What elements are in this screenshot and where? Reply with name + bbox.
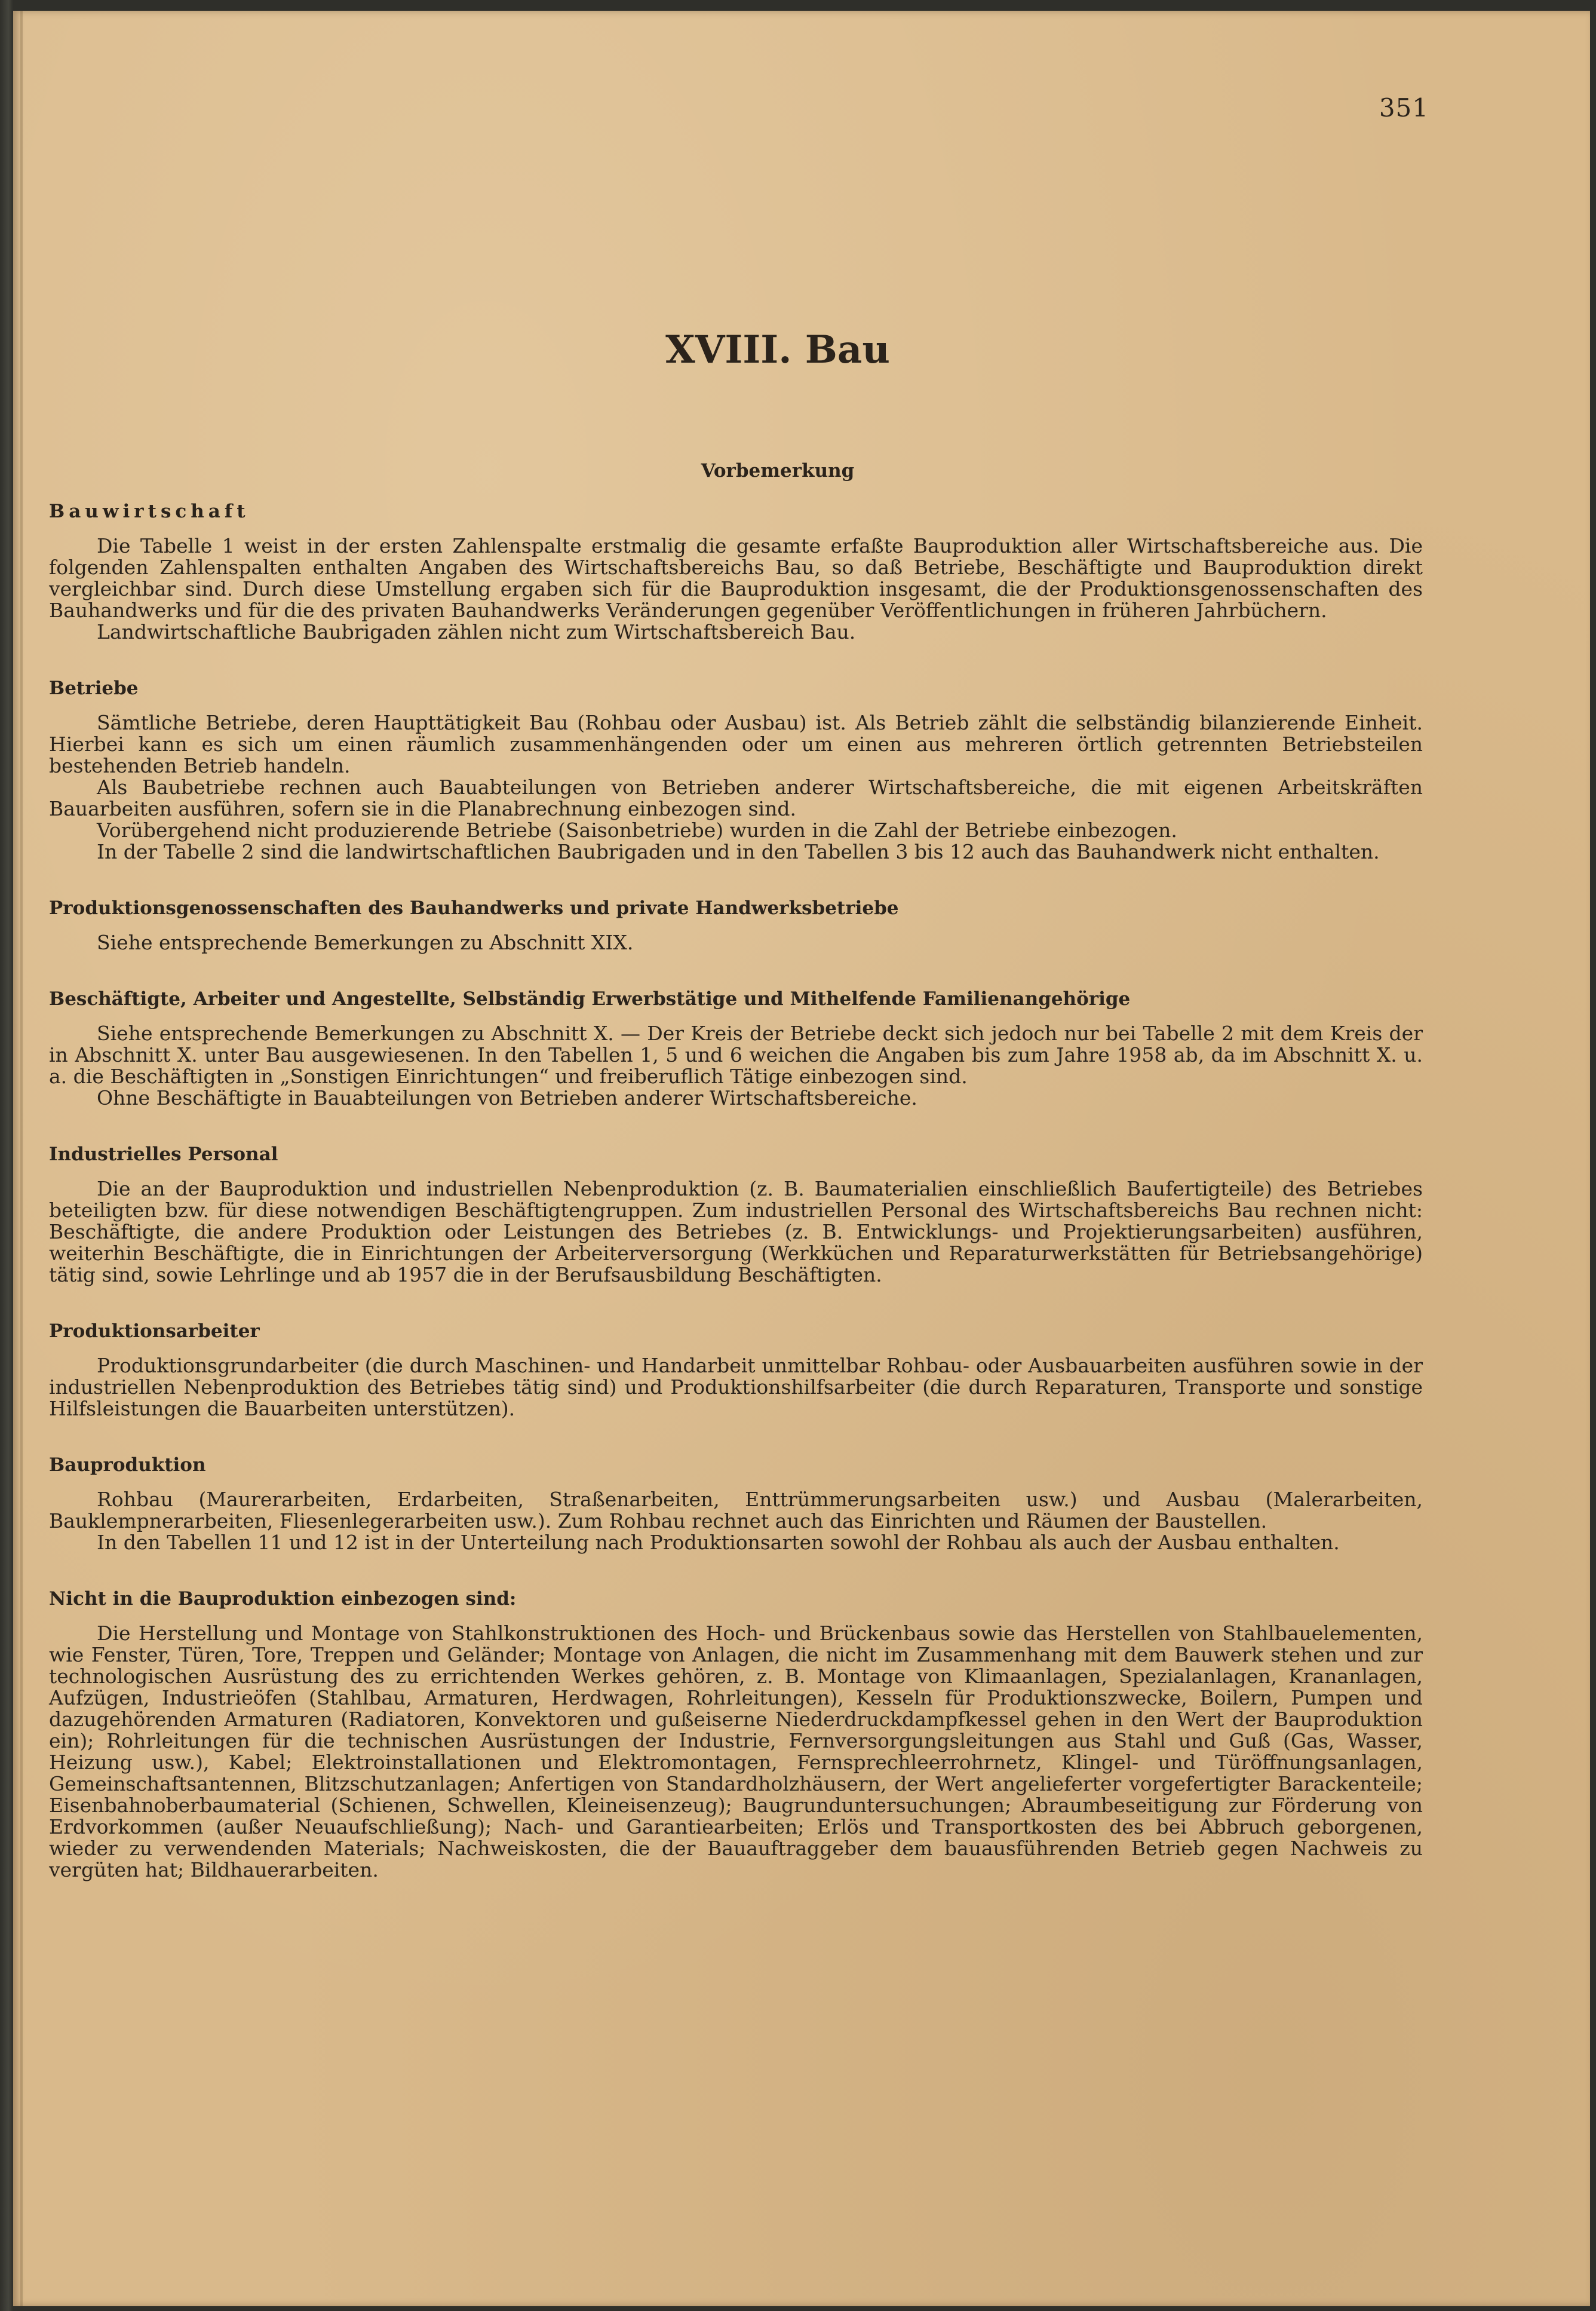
paragraph: In der Tabelle 2 sind die landwirtschaftlichen Baubrigaden und in den Tabellen 3 bis 12 auch das Bauhandwerk nicht enthalten. xyxy=(97,840,1380,863)
paragraph: Ohne Beschäftigte in Bauabteilungen von Betrieben anderer Wirtschaftsbereiche. xyxy=(97,1086,917,1109)
paragraph: Rohbau (Maurerarbeiten, Erdarbeiten, Straßenarbeiten, Enttrümmerungsarbeiten usw.) und Ausbau (Malerarbeiten, Bauklempnerarbeiten, Fliesenlegerarbeiten usw.). Zum Rohbau rechnet auch das Einrichten und Räumen der Baustellen. xyxy=(49,1488,1423,1533)
section-heading: Produktionsarbeiter xyxy=(49,1320,260,1342)
paragraph: Landwirtschaftliche Baubrigaden zählen nicht zum Wirtschaftsbereich Bau. xyxy=(97,620,856,643)
paragraph: Als Baubetriebe rechnen auch Bauabteilungen von Betrieben anderer Wirtschaftsbereiche, die mit eigenen Arbeitskräften Bauarbeiten ausführen, sofern sie in die Planabrechnung einbezogen sind. xyxy=(49,776,1423,820)
paragraph: Die Herstellung und Montage von Stahlkonstruktionen des Hoch- und Brückenbaus sowie das Herstellen von Stahlbauelementen, wie Fenster, Türen, Tore, Treppen und Geländer; Montage von Anlagen, die nicht im Zusammenhang mit dem Bauwerk stehen und zur technologischen Ausrüstung des zu errichtenden Werkes gehören, z. B. Montage von Klimaanlagen, Spezialanlagen, Krananlagen, Aufzügen, Industrieöfen (Stahlbau, Armaturen, Herdwagen, Rohrleitungen), Kesseln für Produktionszwecke, Boilern, Pumpen und dazugehörenden Armaturen (Radiatoren, Konvektoren und gußeiserne Niederdruckdampfkessel gehen in den Wert der Bauproduktion ein); Rohrleitungen für die technischen Ausrüstungen der Industrie, Fernversorgungsleitungen aus Stahl und Guß (Gas, Wasser, Heizung usw.), Kabel; Elektroinstallationen und Elektromontagen, Fernsprechleerrohrnetz, Klingel- und Türöffnungsanlagen, Gemeinschaftsantennen, Blitzschutzanlagen; Anfertigen von Standardholzhäusern, der Wert angelieferter vorgefertigter Barackenteile; Eisenbahnoberbaumaterial (Schienen, Schwellen, Kleineisenzeug); Baugrunduntersuchungen; Abraumbeseitigung zur Förderung von Erdvorkommen (außer Neuaufschließung); Nach- und Garantiearbeiten; Erlös und Transportkosten des bei Abbruch geborgenen, wieder zu verwendenden Materials; Nachweiskosten, die der Bauauftraggeber dem bauausführenden Betrieb gegen Nachweis zu vergüten hat; Bildhauerarbeiten. xyxy=(49,1622,1423,1881)
section-bauwirtschaft xyxy=(49,501,1423,643)
section-heading: Betriebe xyxy=(49,678,139,699)
section-beschaeftigte xyxy=(49,988,1423,1109)
document-page xyxy=(13,11,1590,2306)
section-heading: Beschäftigte, Arbeiter und Angestellte, Selbständig Erwerbstätige und Mithelfende Familienangehörige xyxy=(49,988,1131,1010)
paragraph: In den Tabellen 11 und 12 ist in der Unterteilung nach Produktionsarten sowohl der Rohbau als auch der Ausbau enthalten. xyxy=(97,1531,1340,1554)
paragraph: Vorübergehend nicht produzierende Betriebe (Saisonbetriebe) wurden in die Zahl der Betriebe einbezogen. xyxy=(97,819,1177,842)
document-body xyxy=(49,501,1423,1915)
section-produktionsarbeiter xyxy=(49,1320,1423,1420)
section-heading: Produktionsgenossenschaften des Bauhandwerks und private Handwerksbetriebe xyxy=(49,897,899,919)
paragraph: Siehe entsprechende Bemerkungen zu Abschnitt XIX. xyxy=(97,931,634,954)
section-heading: Bauwirtschaft xyxy=(49,501,250,522)
section-heading: Bauproduktion xyxy=(49,1454,206,1476)
chapter-title: XVIII. Bau xyxy=(665,327,890,372)
section-betriebe xyxy=(49,678,1423,863)
paragraph: Siehe entsprechende Bemerkungen zu Abschnitt X. — Der Kreis der Betriebe deckt sich jedoch nur bei Tabelle 2 mit dem Kreis der in Abschnitt X. unter Bau ausgewiesenen. In den Tabellen 1, 5 und 6 weichen die Angaben bis zum Jahre 1958 ab, da im Abschnitt X. u. a. die Beschäftigten in „Sonstigen Einrichtungen“ und freiberuflich Tätige einbezogen sind. xyxy=(49,1022,1423,1088)
paragraph: Produktionsgrundarbeiter (die durch Maschinen- und Handarbeit unmittelbar Rohbau- oder Ausbauarbeiten ausführen sowie in der industriellen Nebenproduktion des Betriebes tätig sind) und Produktionshilfsarbeiter (die durch Reparaturen, Transporte und sonstige Hilfsleistungen die Bauarbeiten unterstützen). xyxy=(49,1354,1423,1420)
section-heading: Nicht in die Bauproduktion einbezogen sind: xyxy=(49,1588,517,1610)
paragraph: Die Tabelle 1 weist in der ersten Zahlenspalte erstmalig die gesamte erfaßte Bauproduktion aller Wirtschaftsbereiche aus. Die folgenden Zahlenspalten enthalten Angaben des Wirtschaftsbereichs Bau, so daß Betriebe, Beschäftigte und Bauproduktion direkt vergleichbar sind. Durch diese Umstellung ergaben sich für die Bauproduktion insgesamt, die der Produktionsgenossenschaften des Bauhandwerks und für die des privaten Bauhandwerks Veränderungen gegenüber Veröffentlichungen in früheren Jahrbüchern. xyxy=(49,534,1423,622)
paragraph: Die an der Bauproduktion und industriellen Nebenproduktion (z. B. Baumaterialien einschließlich Baufertigteile) des Betriebes beteiligten bzw. für diese notwendigen Beschäftigtengruppen. Zum industriellen Personal des Wirtschaftsbereichs Bau rechnen nicht: Beschäftigte, die andere Produktion oder Leistungen des Betriebes (z. B. Entwicklungs- und Projektierungsarbeiten) ausführen, weiterhin Beschäftigte, die in Einrichtungen der Arbeiterversorgung (Werkküchen und Reparaturwerkstätten für Betriebsangehörige) tätig sind, sowie Lehrlinge und ab 1957 die in der Berufsausbildung Beschäftigten. xyxy=(49,1177,1423,1286)
section-bauproduktion xyxy=(49,1454,1423,1553)
page-number: 351 xyxy=(1379,93,1429,122)
section-industrielles-personal xyxy=(49,1144,1423,1286)
section-heading: Industrielles Personal xyxy=(49,1144,278,1165)
paragraph: Sämtliche Betriebe, deren Haupttätigkeit Bau (Rohbau oder Ausbau) ist. Als Betrieb zählt die selbständig bilanzierende Einheit. Hierbei kann es sich um einen räumlich zusammenhängenden oder um einen aus mehreren örtlich getrennten Betriebsteilen bestehenden Betrieb handeln. xyxy=(49,711,1423,777)
section-produktionsgenossenschaften xyxy=(49,897,1423,954)
preface-title: Vorbemerkung xyxy=(701,460,855,482)
section-nicht-einbezogen xyxy=(49,1588,1423,1881)
